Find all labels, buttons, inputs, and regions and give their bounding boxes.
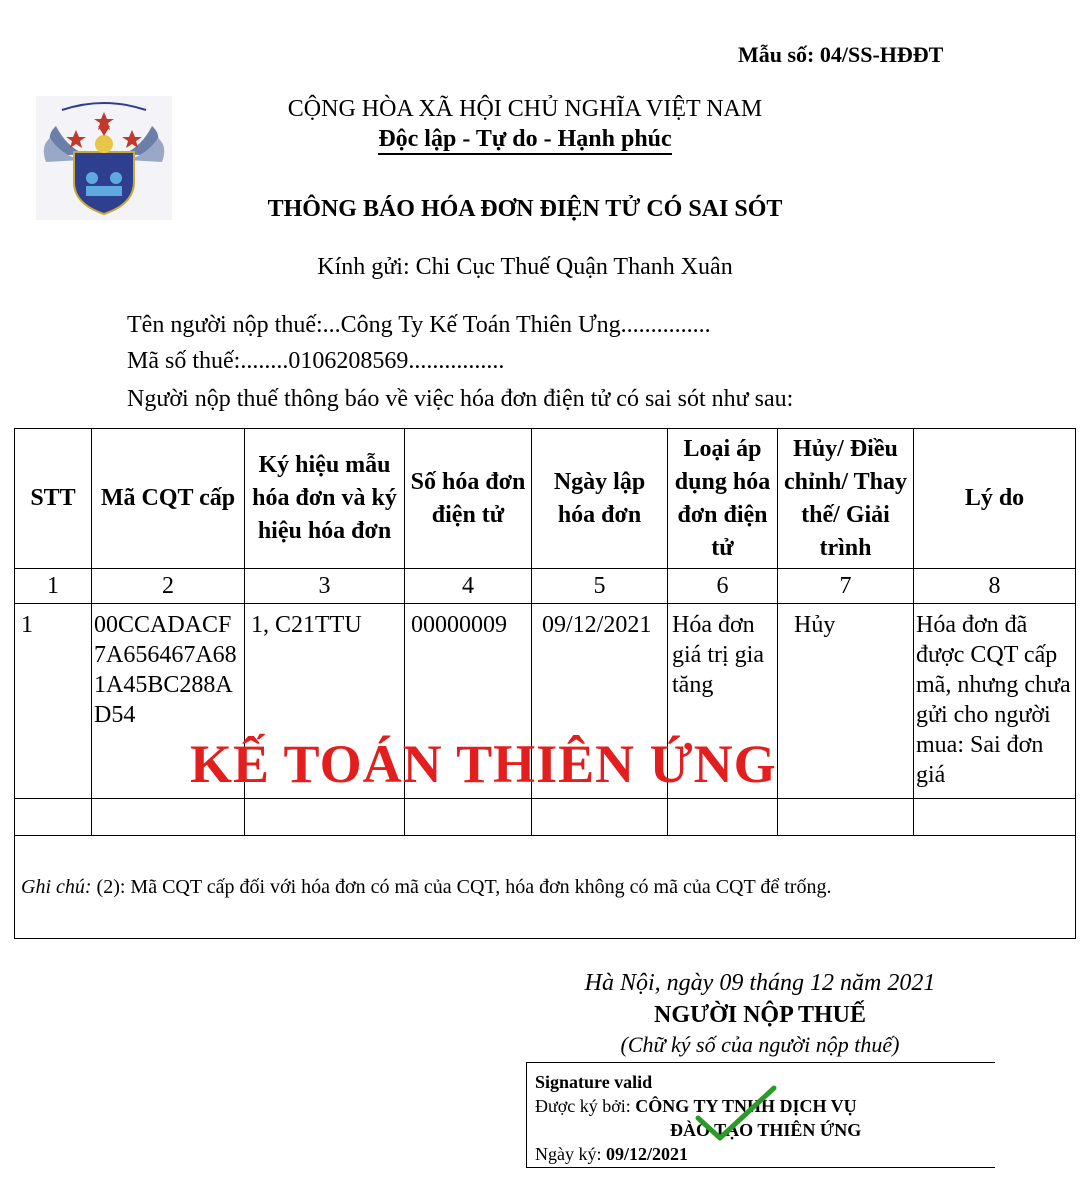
- header-action: Hủy/ Điều chỉnh/ Thay thế/ Giải trình: [778, 429, 914, 569]
- sign-date-line: [535, 1144, 688, 1165]
- cell-action: Hủy: [778, 604, 914, 799]
- sign-date-value: 09/12/2021: [606, 1144, 689, 1164]
- column-number: 2: [92, 569, 245, 604]
- header-reason: Lý do: [914, 429, 1076, 569]
- signature-hint: (Chữ ký số của người nộp thuế): [620, 1032, 900, 1057]
- recipient-line: Kính gửi: Chi Cục Thuế Quận Thanh Xuân: [317, 254, 733, 280]
- intro-line: Người nộp thuế thông báo về việc hóa đơn điện tử có sai sót như sau:: [127, 386, 794, 412]
- cell-date: 09/12/2021: [532, 604, 668, 799]
- sign-date-label: Ngày ký:: [535, 1144, 606, 1164]
- cell-symbol: 1, C21TTU: [245, 604, 405, 799]
- note-cell: [15, 836, 1076, 939]
- document-title: THÔNG BÁO HÓA ĐƠN ĐIỆN TỬ CÓ SAI SÓT: [267, 196, 783, 222]
- column-number: 4: [405, 569, 532, 604]
- header-invoice-no: Số hóa đơn điện tử: [405, 429, 532, 569]
- checkmark-icon: [690, 1084, 780, 1144]
- table-header-row: [15, 429, 1076, 569]
- signed-by-label: Được ký bởi:: [535, 1096, 636, 1116]
- header-stt: STT: [15, 429, 92, 569]
- taxpayer-name-line: Tên người nộp thuế:...Công Ty Kế Toán Thiên Ưng...............: [127, 312, 711, 338]
- column-number: 5: [532, 569, 668, 604]
- column-number-row: [15, 569, 1076, 604]
- cell-stt: 1: [15, 604, 92, 799]
- watermark-text: KẾ TOÁN THIÊN ỨNG: [190, 734, 777, 794]
- header-type: Loại áp dụng hóa đơn điện tử: [668, 429, 778, 569]
- header-symbol: Ký hiệu mẫu hóa đơn và ký hiệu hóa đơn: [245, 429, 405, 569]
- empty-row: [15, 799, 1076, 836]
- motto-heading: [160, 126, 890, 153]
- signature-valid-label: Signature valid: [535, 1072, 653, 1092]
- cell-reason: Hóa đơn đã được CQT cấp mã, nhưng chưa gửi cho người mua: Sai đơn giá: [914, 604, 1076, 799]
- note-label: Ghi chú:: [21, 876, 92, 898]
- cell-type: Hóa đơn giá trị gia tăng: [668, 604, 778, 799]
- tax-code-line: Mã số thuế:........0106208569................: [127, 348, 505, 374]
- column-number: 7: [778, 569, 914, 604]
- note-text: (2): Mã CQT cấp đối với hóa đơn có mã của CQT, hóa đơn không có mã của CQT để trống.: [91, 876, 832, 898]
- motto-text: Độc lập - Tự do - Hạnh phúc: [378, 126, 671, 155]
- invoice-error-table: [14, 428, 1076, 939]
- cell-cqt-code: 00CCADACF7A656467A681A45BC288AD54: [92, 604, 245, 799]
- form-number: Mẫu số: 04/SS-HĐĐT: [738, 42, 944, 67]
- sign-place-date: Hà Nội, ngày 09 tháng 12 năm 2021: [584, 970, 936, 996]
- signer-role: NGƯỜI NỘP THUẾ: [653, 1002, 867, 1028]
- column-number: 3: [245, 569, 405, 604]
- column-number: 8: [914, 569, 1076, 604]
- note-row: [15, 836, 1076, 939]
- signer-name-1: CÔNG TY TNHH DỊCH VỤ: [635, 1096, 857, 1116]
- cell-invoice-no: 00000009: [405, 604, 532, 799]
- header-cqt-code: Mã CQT cấp: [92, 429, 245, 569]
- company-logo-icon: [36, 96, 172, 220]
- column-number: 1: [15, 569, 92, 604]
- column-number: 6: [668, 569, 778, 604]
- signer-name-2: ĐÀO TẠO THIÊN ỨNG: [670, 1120, 862, 1140]
- nation-heading: CỘNG HÒA XÃ HỘI CHỦ NGHĨA VIỆT NAM: [287, 96, 763, 122]
- header-date: Ngày lập hóa đơn: [532, 429, 668, 569]
